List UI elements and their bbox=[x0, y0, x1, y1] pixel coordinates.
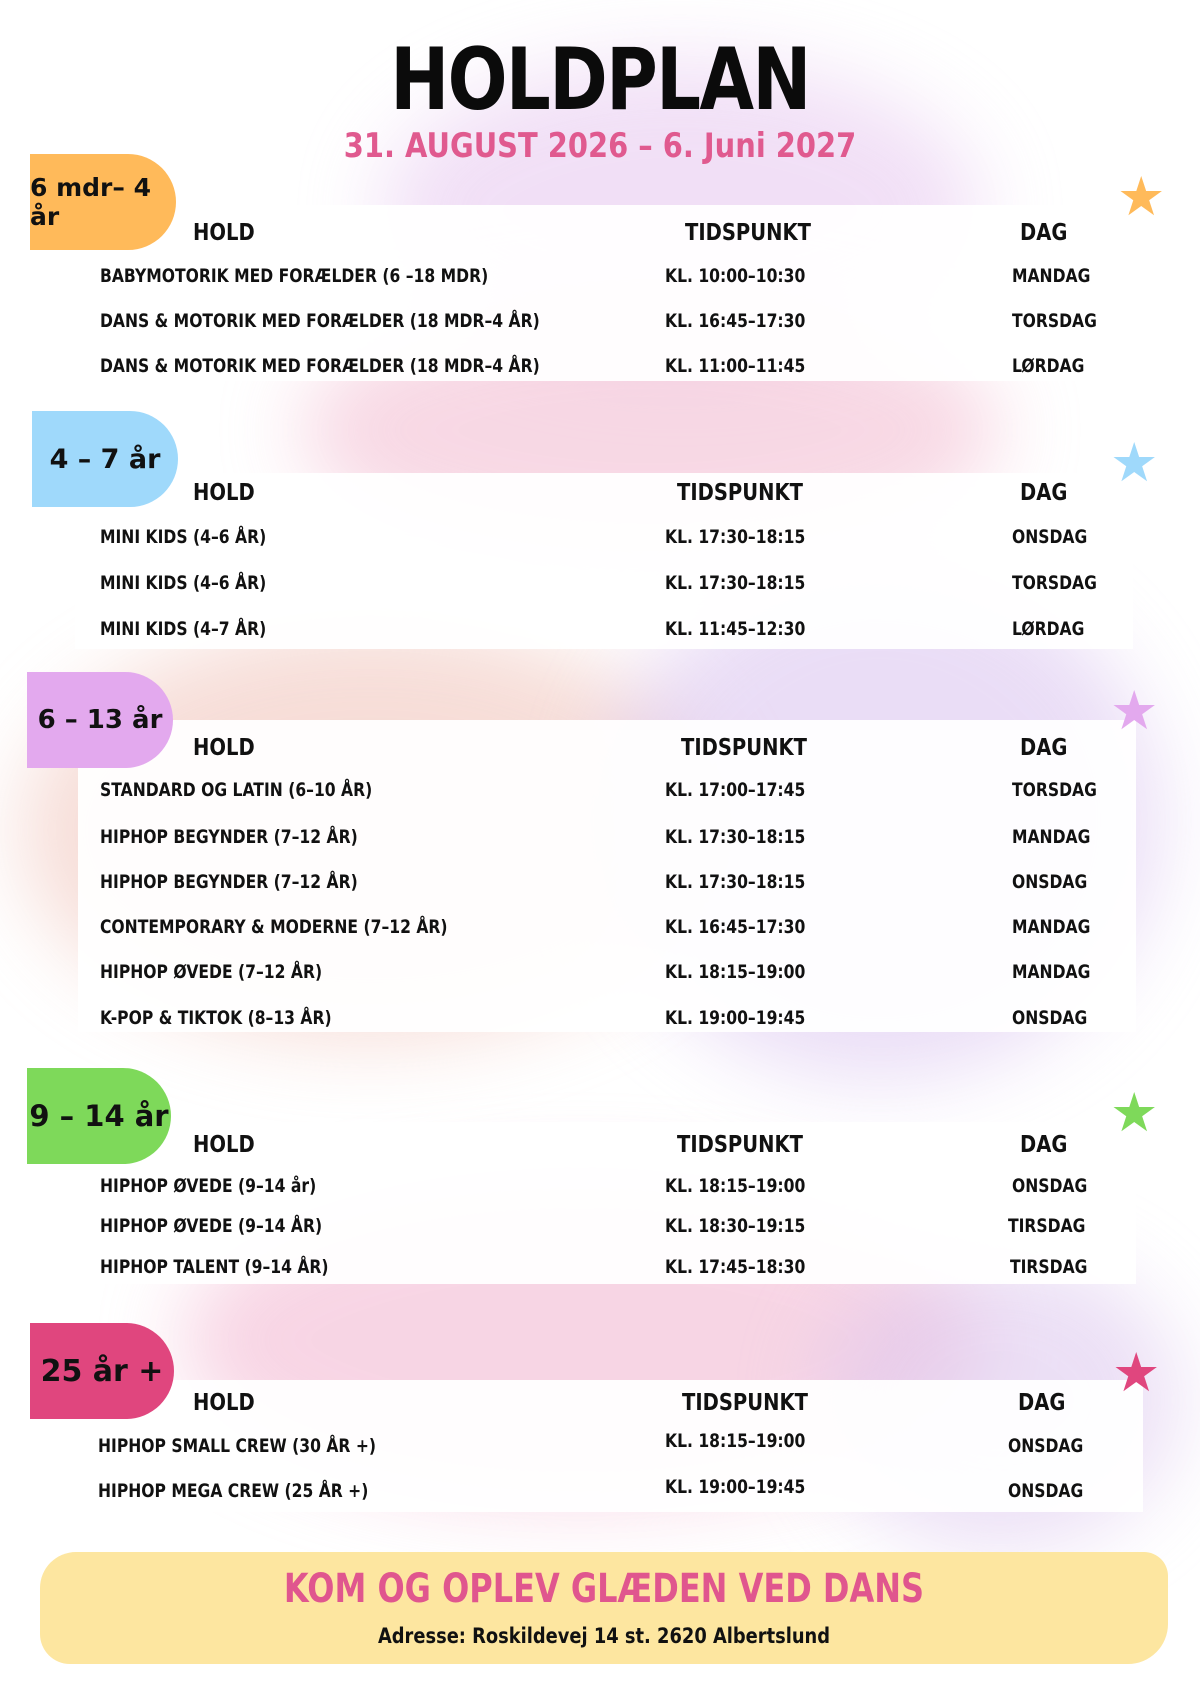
class-name: CONTEMPORARY & MODERNE (7–12 ÅR) bbox=[100, 916, 448, 938]
star-icon: ★ bbox=[1110, 679, 1159, 742]
class-time: KL. 17:30–18:15 bbox=[665, 572, 806, 594]
column-header-dag: DAG bbox=[1020, 480, 1068, 506]
column-header-tidspunkt: TIDSPUNKT bbox=[677, 480, 803, 506]
season-dates: 31. AUGUST 2026 – 6. Juni 2027 bbox=[343, 126, 857, 166]
class-name: HIPHOP SMALL CREW (30 ÅR +) bbox=[98, 1435, 377, 1457]
column-header-hold: HOLD bbox=[193, 480, 255, 506]
age-group-label: 25 år + bbox=[40, 1353, 164, 1389]
class-name: DANS & MOTORIK MED FORÆLDER (18 MDR–4 ÅR) bbox=[100, 310, 540, 332]
class-time: KL. 17:30–18:15 bbox=[665, 526, 806, 548]
class-day: TORSDAG bbox=[1012, 310, 1097, 332]
class-name: STANDARD OG LATIN (6–10 ÅR) bbox=[100, 779, 373, 801]
class-day: MANDAG bbox=[1012, 265, 1091, 287]
class-name: HIPHOP TALENT (9–14 ÅR) bbox=[100, 1256, 329, 1278]
age-group-tab bbox=[27, 1068, 171, 1164]
class-name: HIPHOP MEGA CREW (25 ÅR +) bbox=[98, 1480, 369, 1502]
class-day: ONSDAG bbox=[1012, 871, 1088, 893]
class-name: K-POP & TIKTOK (8–13 ÅR) bbox=[100, 1007, 332, 1029]
class-day: MANDAG bbox=[1012, 916, 1091, 938]
column-header-hold: HOLD bbox=[193, 220, 255, 246]
column-header-dag: DAG bbox=[1020, 735, 1068, 761]
star-icon: ★ bbox=[1110, 1081, 1159, 1144]
class-time: KL. 11:00–11:45 bbox=[665, 355, 806, 377]
class-name: HIPHOP ØVEDE (9–14 ÅR) bbox=[100, 1215, 323, 1237]
class-day: TIRSDAG bbox=[1010, 1256, 1088, 1278]
class-time: KL. 18:15–19:00 bbox=[665, 1430, 806, 1452]
class-name: HIPHOP ØVEDE (9–14 år) bbox=[100, 1175, 317, 1197]
class-name: MINI KIDS (4–7 ÅR) bbox=[100, 618, 267, 640]
class-time: KL. 17:30–18:15 bbox=[665, 871, 806, 893]
class-day: ONSDAG bbox=[1008, 1480, 1084, 1502]
class-name: HIPHOP ØVEDE (7–12 ÅR) bbox=[100, 961, 323, 983]
age-group-tab bbox=[27, 672, 173, 768]
class-day: LØRDAG bbox=[1012, 618, 1085, 640]
column-header-dag: DAG bbox=[1020, 220, 1068, 246]
age-group-label: 6 – 13 år bbox=[37, 705, 163, 735]
class-name: HIPHOP BEGYNDER (7–12 ÅR) bbox=[100, 826, 358, 848]
age-group-tab bbox=[30, 154, 176, 250]
class-time: KL. 18:30–19:15 bbox=[665, 1215, 806, 1237]
class-day: ONSDAG bbox=[1012, 526, 1088, 548]
age-group-tab bbox=[30, 1323, 174, 1419]
column-header-tidspunkt: TIDSPUNKT bbox=[682, 1390, 808, 1416]
column-header-tidspunkt: TIDSPUNKT bbox=[677, 1132, 803, 1158]
age-group-label: 4 – 7 år bbox=[49, 443, 161, 475]
class-day: MANDAG bbox=[1012, 961, 1091, 983]
class-time: KL. 18:15–19:00 bbox=[665, 1175, 806, 1197]
class-day: TORSDAG bbox=[1012, 572, 1097, 594]
age-group-label: 9 – 14 år bbox=[29, 1099, 169, 1133]
class-time: KL. 17:45–18:30 bbox=[665, 1256, 806, 1278]
class-day: ONSDAG bbox=[1008, 1435, 1084, 1457]
class-time: KL. 19:00–19:45 bbox=[665, 1007, 806, 1029]
star-icon: ★ bbox=[1117, 165, 1166, 228]
class-day: TIRSDAG bbox=[1008, 1215, 1086, 1237]
class-day: TORSDAG bbox=[1012, 779, 1097, 801]
class-name: BABYMOTORIK MED FORÆLDER (6 –18 MDR) bbox=[100, 265, 489, 287]
class-time: KL. 16:45–17:30 bbox=[665, 310, 806, 332]
class-day: ONSDAG bbox=[1012, 1007, 1088, 1029]
class-time: KL. 19:00–19:45 bbox=[665, 1476, 806, 1498]
class-time: KL. 17:30–18:15 bbox=[665, 826, 806, 848]
class-name: HIPHOP BEGYNDER (7–12 ÅR) bbox=[100, 871, 358, 893]
class-time: KL. 17:00–17:45 bbox=[665, 779, 806, 801]
star-icon: ★ bbox=[1112, 1341, 1161, 1404]
class-time: KL. 11:45–12:30 bbox=[665, 618, 806, 640]
column-header-tidspunkt: TIDSPUNKT bbox=[685, 220, 811, 246]
age-group-tab bbox=[32, 411, 178, 507]
age-group-label: 6 mdr– 4 år bbox=[30, 173, 151, 231]
class-name: DANS & MOTORIK MED FORÆLDER (18 MDR–4 ÅR) bbox=[100, 355, 540, 377]
address: Adresse: Roskildevej 14 st. 2620 Albertslund bbox=[377, 1624, 831, 1648]
column-header-dag: DAG bbox=[1020, 1132, 1068, 1158]
column-header-dag: DAG bbox=[1018, 1390, 1066, 1416]
class-day: MANDAG bbox=[1012, 826, 1091, 848]
class-time: KL. 18:15–19:00 bbox=[665, 961, 806, 983]
column-header-hold: HOLD bbox=[193, 1132, 255, 1158]
class-name: MINI KIDS (4–6 ÅR) bbox=[100, 526, 267, 548]
class-time: KL. 10:00–10:30 bbox=[665, 265, 806, 287]
class-time: KL. 16:45–17:30 bbox=[665, 916, 806, 938]
page-title: HOLDPLAN bbox=[390, 30, 810, 130]
class-day: ONSDAG bbox=[1012, 1175, 1088, 1197]
column-header-tidspunkt: TIDSPUNKT bbox=[681, 735, 807, 761]
column-header-hold: HOLD bbox=[193, 1390, 255, 1416]
class-day: LØRDAG bbox=[1012, 355, 1085, 377]
class-name: MINI KIDS (4–6 ÅR) bbox=[100, 572, 267, 594]
column-header-hold: HOLD bbox=[193, 735, 255, 761]
slogan: KOM OG OPLEV GLÆDEN VED DANS bbox=[283, 1566, 925, 1612]
footer-banner bbox=[40, 1552, 1168, 1664]
star-icon: ★ bbox=[1110, 431, 1159, 494]
